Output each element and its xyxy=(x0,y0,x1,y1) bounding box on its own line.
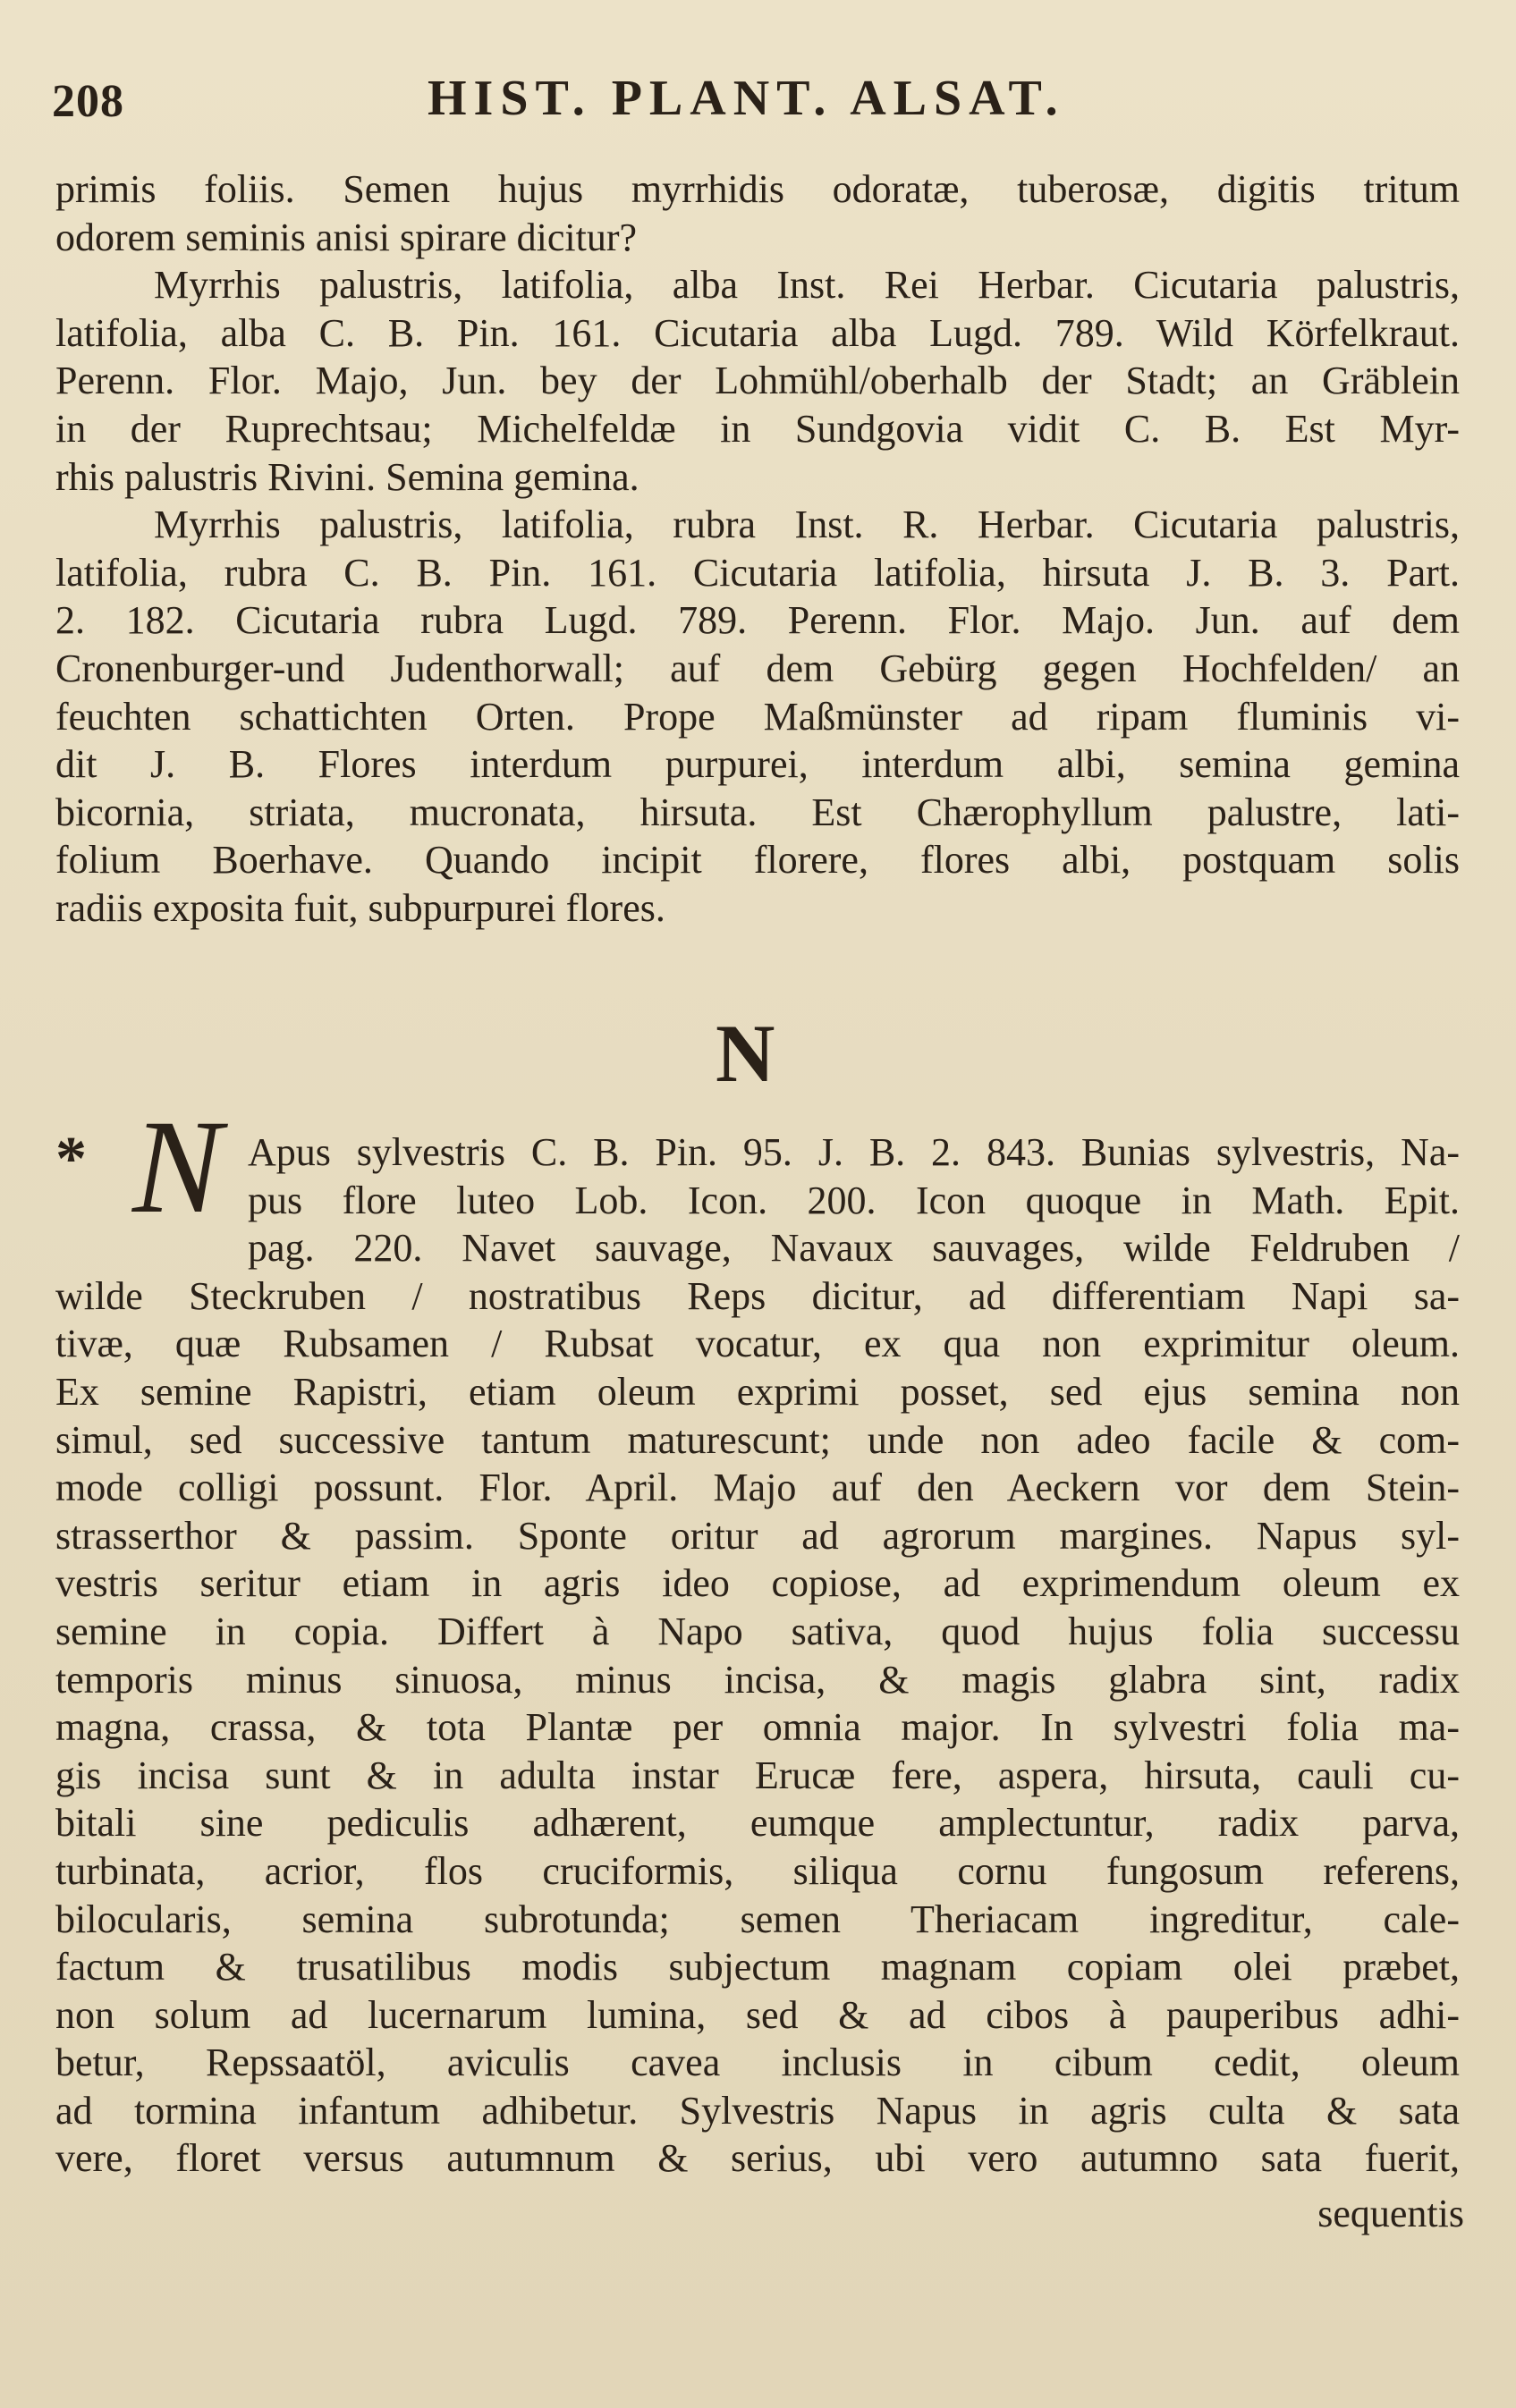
text-line: gis incisa sunt & in adulta instar Erucæ fere, aspera, hirsuta, cauli cu- xyxy=(55,1753,1460,1797)
text-line: primis foliis. Semen hujus myrrhidis odoratæ, tuberosæ, digitis tritum xyxy=(55,167,1460,211)
asterisk-mark: * xyxy=(55,1125,87,1194)
text-line: turbinata, acrior, flos cruciformis, siliqua cornu fungosum referens, xyxy=(55,1848,1460,1893)
text-line: folium Boerhave. Quando incipit florere, flores albi, postquam solis xyxy=(55,838,1460,883)
text-line: in der Ruprechtsau; Michelfeldæ in Sundgovia vidit C. B. Est Myr- xyxy=(55,406,1460,451)
text-line: bicornia, striata, mucronata, hirsuta. Est Chærophyllum palustre, lati- xyxy=(55,790,1460,834)
text-line: bitali sine pediculis adhærent, eumque amplectuntur, radix parva, xyxy=(55,1801,1460,1846)
text-line: wilde Steckruben / nostratibus Reps dicitur, ad differentiam Napi sa- xyxy=(55,1273,1460,1318)
text-line: semine in copia. Differt à Napo sativa, quod hujus folia successu xyxy=(55,1609,1460,1653)
text-block-napus xyxy=(55,1125,1460,2183)
text-line: latifolia, alba C. B. Pin. 161. Cicutaria alba Lugd. 789. Wild Körfelkraut. xyxy=(55,310,1460,355)
running-title: HIST. PLANT. ALSAT. xyxy=(428,71,1065,126)
text-line: betur, Repssaatöl, aviculis cavea inclusis in cibum cedit, oleum xyxy=(55,2040,1460,2085)
text-line: mode colligi possunt. Flor. April. Majo auf den Aeckern vor dem Stein- xyxy=(55,1466,1460,1510)
text-line: rhis palustris Rivini. Semina gemina. xyxy=(55,454,639,499)
text-block-myrrhis xyxy=(55,165,1460,933)
text-line: feuchten schattichten Orten. Prope Maßmünster ad ripam fluminis vi- xyxy=(55,694,1460,739)
text-line: bilocularis, semina subrotunda; semen Theriacam ingreditur, cale- xyxy=(55,1897,1460,1941)
text-line: Perenn. Flor. Majo, Jun. bey der Lohmühl/oberhalb der Stadt; an Gräblein xyxy=(55,359,1460,403)
catchword: sequentis xyxy=(1317,2192,1464,2235)
text-line: dit J. B. Flores interdum purpurei, interdum albi, semina gemina xyxy=(55,742,1460,787)
text-line: factum & trusatilibus modis subjectum magnam copiam olei præbet, xyxy=(55,1945,1460,1990)
text-line: temporis minus sinuosa, minus incisa, & magis glabra sint, radix xyxy=(55,1657,1460,1702)
text-line: odorem seminis anisi spirare dicitur? xyxy=(55,215,638,259)
text-line: strasserthor & passim. Sponte oritur ad agrorum margines. Napus syl- xyxy=(55,1513,1460,1558)
text-line: Apus sylvestris C. B. Pin. 95. J. B. 2. 843. Bunias sylvestris, Na- xyxy=(248,1130,1460,1174)
text-line: latifolia, rubra C. B. Pin. 161. Cicutaria latifolia, hirsuta J. B. 3. Part. xyxy=(55,550,1460,595)
drop-capital: N xyxy=(132,1093,223,1241)
text-line: magna, crassa, & tota Plantæ per omnia major. In sylvestri folia ma- xyxy=(55,1705,1460,1750)
text-line: pag. 220. Navet sauvage, Navaux sauvages, wilde Feldruben / xyxy=(248,1226,1460,1271)
text-line: 2. 182. Cicutaria rubra Lugd. 789. Perenn. Flor. Majo. Jun. auf dem xyxy=(55,598,1460,643)
text-line: non solum ad lucernarum lumina, sed & ad cibos à pauperibus adhi- xyxy=(55,1992,1460,2037)
text-line: tivæ, quæ Rubsamen / Rubsat vocatur, ex qua non exprimitur oleum. xyxy=(55,1322,1460,1366)
page-number: 208 xyxy=(52,76,124,127)
text-line: vere, floret versus autumnum & serius, ubi vero autumno sata fuerit, xyxy=(55,2136,1460,2181)
text-line: Cronenburger-und Judenthorwall; auf dem Gebürg gegen Hochfelden/ an xyxy=(55,646,1460,690)
text-line: Ex semine Rapistri, etiam oleum exprimi posset, sed ejus semina non xyxy=(55,1369,1460,1414)
text-line: Myrrhis palustris, latifolia, rubra Inst. R. Herbar. Cicutaria palustris, xyxy=(154,503,1460,547)
text-line: simul, sed successive tantum maturescunt; unde non adeo facile & com- xyxy=(55,1417,1460,1462)
text-line: ad tormina infantum adhibetur. Sylvestris Napus in agris culta & sata xyxy=(55,2088,1460,2133)
text-line: pus flore luteo Lob. Icon. 200. Icon quoque in Math. Epit. xyxy=(248,1178,1460,1222)
page-header xyxy=(52,70,1461,132)
text-line: radiis exposita fuit, subpurpurei flores. xyxy=(55,885,665,930)
section-heading-letter: N xyxy=(716,1008,775,1099)
text-line: Myrrhis palustris, latifolia, alba Inst. Rei Herbar. Cicutaria palustris, xyxy=(154,263,1460,308)
text-line: vestris seritur etiam in agris ideo copiose, ad exprimendum oleum ex xyxy=(55,1561,1460,1606)
